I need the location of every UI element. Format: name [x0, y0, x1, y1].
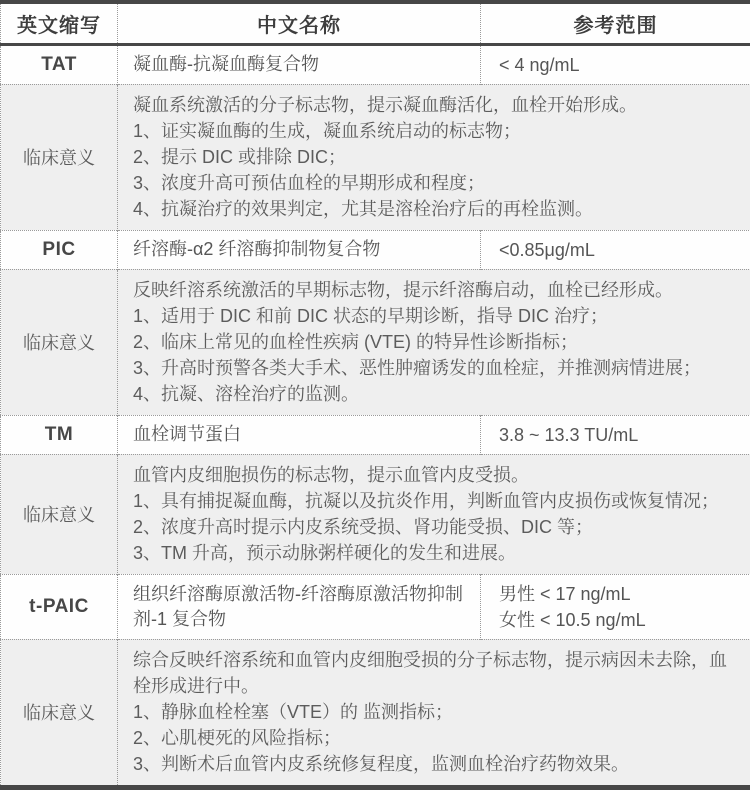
marker-name: 血栓调节蛋白 [118, 415, 481, 454]
clinical-line: 4、抗凝、溶栓治疗的监测。 [133, 381, 740, 407]
clinical-line: 3、浓度升高可预估血栓的早期形成和程度； [133, 170, 740, 196]
clinical-line: 2、浓度升高时提示内皮系统受损、肾功能受损、DIC 等； [133, 514, 740, 540]
clinical-line: 3、判断术后血管内皮系统修复程度，监测血栓治疗药物效果。 [133, 751, 740, 777]
marker-row-tpaic [1, 574, 750, 639]
clinical-line: 2、心肌梗死的风险指标； [133, 725, 740, 751]
clinical-text [118, 84, 750, 230]
marker-range-female: 女性 < 10.5 ng/mL [499, 607, 742, 633]
marker-row-pic [1, 230, 750, 269]
clinical-line: 反映纤溶系统激活的早期标志物，提示纤溶酶启动，血栓已经形成。 [133, 277, 740, 303]
marker-range: <0.85μg/mL [481, 230, 750, 269]
marker-abbr: TM [1, 415, 118, 454]
clinical-text [118, 639, 750, 787]
marker-name: 组织纤溶酶原激活物-纤溶酶原激活物抑制剂-1 复合物 [118, 574, 481, 639]
clinical-text [118, 454, 750, 574]
marker-row-tat [1, 44, 750, 84]
clinical-line: 凝血系统激活的分子标志物，提示凝血酶活化，血栓开始形成。 [133, 92, 740, 118]
marker-range [481, 574, 750, 639]
clinical-row-tpaic [1, 639, 750, 787]
marker-range: < 4 ng/mL [481, 44, 750, 84]
clinical-line: 2、临床上常见的血栓性疾病 (VTE) 的特异性诊断指标； [133, 329, 740, 355]
clinical-line: 1、证实凝血酶的生成，凝血系统启动的标志物； [133, 118, 740, 144]
marker-abbr: PIC [1, 230, 118, 269]
clinical-line: 3、升高时预警各类大手术、恶性肿瘤诱发的血栓症，并推测病情进展； [133, 355, 740, 381]
clinical-row-tat [1, 84, 750, 230]
marker-range-male: 男性 < 17 ng/mL [499, 581, 742, 607]
clinical-line: 1、静脉血栓栓塞（VTE）的 监测指标； [133, 699, 740, 725]
header-col-range: 参考范围 [481, 2, 750, 44]
header-col-abbr: 英文缩写 [1, 2, 118, 44]
clinical-line: 2、提示 DIC 或排除 DIC； [133, 144, 740, 170]
clinical-row-pic [1, 269, 750, 415]
marker-abbr: t-PAIC [1, 574, 118, 639]
marker-abbr: TAT [1, 44, 118, 84]
clinical-line: 3、TM 升高，预示动脉粥样硬化的发生和进展。 [133, 540, 740, 566]
marker-row-tm [1, 415, 750, 454]
header-row [1, 2, 750, 44]
marker-range: 3.8 ~ 13.3 TU/mL [481, 415, 750, 454]
clinical-text [118, 269, 750, 415]
clinical-line: 4、抗凝治疗的效果判定，尤其是溶栓治疗后的再栓监测。 [133, 196, 740, 222]
marker-name: 凝血酶-抗凝血酶复合物 [118, 44, 481, 84]
clinical-label: 临床意义 [1, 269, 118, 415]
clinical-line: 血管内皮细胞损伤的标志物，提示血管内皮受损。 [133, 462, 740, 488]
marker-name: 纤溶酶-α2 纤溶酶抑制物复合物 [118, 230, 481, 269]
clinical-label: 临床意义 [1, 639, 118, 787]
clinical-line: 1、适用于 DIC 和前 DIC 状态的早期诊断，指导 DIC 治疗； [133, 303, 740, 329]
clinical-label: 临床意义 [1, 454, 118, 574]
header-col-name: 中文名称 [118, 2, 481, 44]
clinical-row-tm [1, 454, 750, 574]
clinical-label: 临床意义 [1, 84, 118, 230]
clinical-line: 综合反映纤溶系统和血管内皮细胞受损的分子标志物，提示病因未去除，血栓形成进行中。 [133, 647, 740, 699]
clinical-line: 1、具有捕捉凝血酶，抗凝以及抗炎作用，判断血管内皮损伤或恢复情况； [133, 488, 740, 514]
